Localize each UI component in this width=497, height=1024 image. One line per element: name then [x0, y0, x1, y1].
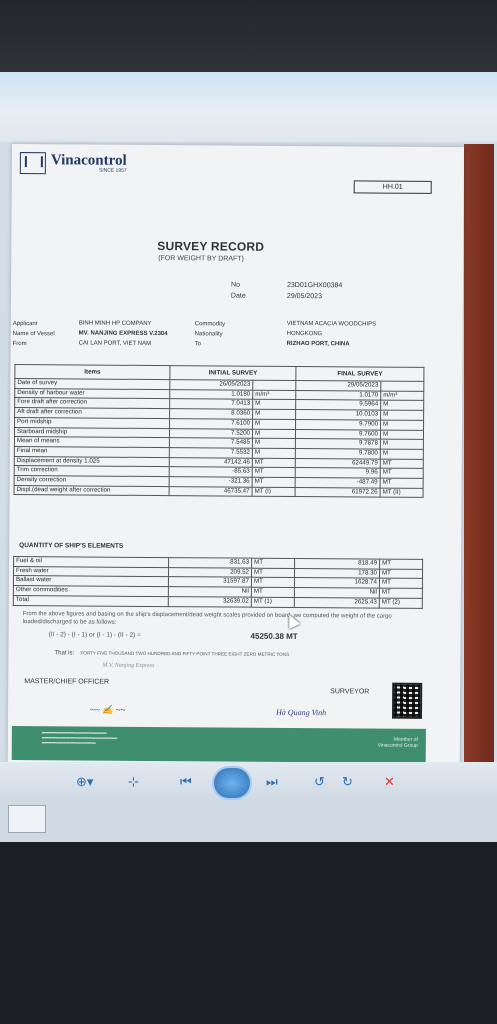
row-final-unit: M	[380, 430, 423, 440]
row-final-unit: M	[380, 449, 423, 459]
previous-icon[interactable]: ⏮	[180, 774, 192, 789]
row-initial-unit: MT (1)	[251, 597, 294, 607]
row-initial-value: 7.0413	[170, 399, 253, 409]
row-final-value: 9.7600	[295, 429, 380, 439]
document-footer	[12, 726, 426, 763]
row-final-unit: M	[381, 400, 424, 410]
quantity-title: QUANTITY OF SHIP'S ELEMENTS	[19, 542, 124, 550]
row-initial-unit: M	[253, 419, 296, 429]
row-initial-value: -321.36	[169, 477, 252, 487]
no-label: No	[230, 281, 240, 289]
row-final-unit: M	[381, 410, 424, 420]
row-item: Date of survey	[15, 379, 170, 390]
company-since: SINCE 1957	[98, 167, 127, 174]
row-final-value: 178.30	[294, 568, 379, 578]
monitor-bezel	[0, 0, 497, 72]
row-final-value: 10.0103	[296, 410, 381, 420]
company-name: Vinacontrol	[50, 152, 127, 169]
survey-table	[14, 364, 425, 498]
computation-statement: From the above figures and basing on the ship's displacement/dead weight scales provided on board, we computed the weight of the cargo loaded/discharged to be as follows:	[22, 611, 392, 626]
row-item: Trim correction	[14, 466, 169, 477]
row-final-value: 61972.26	[295, 487, 380, 497]
row-initial-unit: MT	[252, 477, 295, 487]
words-label: That is:	[54, 650, 75, 657]
slideshow-button[interactable]	[212, 766, 252, 800]
row-final-value: 1628.74	[294, 578, 379, 588]
to-value: RIZHAO PORT, CHINA	[286, 340, 350, 348]
date-value: 29/05/2023	[286, 292, 323, 301]
row-final-value: -487.49	[295, 478, 380, 488]
row-initial-value: Nil	[168, 587, 251, 597]
row-final-unit: MT	[380, 459, 423, 469]
row-final-unit: MT (2)	[379, 598, 422, 608]
date-label: Date	[230, 292, 246, 300]
row-final-unit: M	[380, 439, 423, 449]
to-label: To	[194, 341, 201, 348]
row-final-value: 818.49	[295, 558, 380, 568]
row-initial-value: 46735.47	[169, 486, 252, 496]
header-items: Items	[15, 365, 170, 380]
row-initial-value: 7.5200	[169, 428, 252, 438]
quantity-table	[13, 556, 423, 608]
row-initial-value: 831.63	[169, 558, 252, 568]
rotate-right-icon[interactable]: ↻	[342, 774, 353, 789]
survey-document	[8, 144, 464, 767]
row-final-value: 1.0170	[296, 390, 381, 400]
row-final-unit: MT	[380, 559, 423, 569]
row-initial-unit: M	[252, 438, 295, 448]
row-item: Density of harbour water	[15, 388, 170, 399]
row-initial-value: 7.5485	[169, 438, 252, 448]
surveyor-signature: Hà Quang Vinh	[276, 707, 327, 718]
header-initial: INITIAL SURVEY	[170, 366, 296, 381]
row-initial-value: 209.52	[168, 567, 251, 577]
row-initial-unit: MT	[251, 568, 294, 578]
nationality-value: HONGKONG	[286, 330, 323, 338]
table-row	[13, 595, 422, 608]
row-initial-unit: M	[253, 400, 296, 410]
delete-icon[interactable]: ✕	[384, 774, 395, 789]
row-item: Displ.(dead weight after correction	[14, 485, 169, 496]
row-initial-unit: MT	[252, 458, 295, 468]
vessel-stamp: M.V. Nanjing Express	[102, 662, 155, 670]
row-final-value: 62449.79	[295, 458, 380, 468]
row-item: Total	[13, 595, 168, 606]
row-final-value: 9.7800	[295, 448, 380, 458]
row-initial-unit: MT	[251, 587, 294, 597]
row-item: Port midship	[15, 417, 170, 428]
row-item: Aft draft after correction	[15, 408, 170, 419]
row-item: Density correction	[14, 476, 169, 487]
viewer-title-bar	[0, 72, 497, 112]
document-subtitle: (FOR WEIGHT BY DRAFT)	[158, 255, 244, 263]
row-final-value: 9.5964	[296, 400, 381, 410]
row-item: Displacement at density 1.025	[14, 456, 169, 467]
row-final-value: Nil	[294, 588, 379, 598]
image-viewer-window	[0, 72, 497, 842]
header-final: FINAL SURVEY	[296, 366, 424, 381]
footer-member: Member of Vinacontrol Group	[377, 736, 418, 749]
row-final-unit: M	[381, 420, 424, 430]
row-final-value: 9.7878	[295, 439, 380, 449]
row-final-value: 29/05/2023	[296, 380, 381, 390]
rotate-left-icon[interactable]: ↺	[314, 774, 325, 789]
surveyor-label: SURVEYOR	[330, 688, 370, 696]
row-initial-value: 7.6100	[170, 418, 253, 428]
viewer-menu-bar	[0, 112, 497, 142]
nationality-label: Nationality	[194, 331, 223, 338]
row-final-unit: MT	[380, 478, 423, 488]
from-label: From	[12, 341, 27, 348]
row-final-unit	[381, 381, 424, 391]
form-code: HH.01	[354, 180, 432, 194]
desk-surface	[0, 842, 497, 1024]
master-signature: ~~ ✍ ~~	[90, 704, 126, 715]
row-final-value: 2625.43	[294, 597, 379, 607]
footer-contact: ▬▬▬▬▬▬▬▬▬▬▬▬▬▬▬▬▬▬ ▬▬▬▬▬▬▬▬▬▬▬▬▬▬▬▬▬▬▬▬▬ ▬▬▬▬▬▬▬▬▬▬▬▬▬▬▬	[41, 730, 118, 745]
cargo-weight-result: 45250.38 MT	[250, 631, 298, 642]
row-final-unit: MT	[379, 578, 422, 588]
row-item: Fore draft after correction	[15, 398, 170, 409]
company-logo	[20, 152, 127, 175]
vinacontrol-logo-icon	[20, 152, 46, 174]
row-final-unit: MT	[379, 588, 422, 598]
vessel-value: MV. NANJING EXPRESS V.2304	[78, 330, 168, 338]
row-initial-unit: MT (I)	[252, 487, 295, 497]
row-initial-unit	[253, 380, 296, 390]
row-initial-value: -85.63	[169, 467, 252, 477]
row-item: Starboard midship	[14, 427, 169, 438]
master-label: MASTER/CHIEF OFFICER	[24, 678, 110, 686]
row-initial-unit: M	[252, 448, 295, 458]
row-item: Ballast water	[13, 576, 168, 587]
commodity-value: VIETNAM ACACIA WOODCHIPS	[286, 320, 377, 328]
row-initial-value: 1.0180	[170, 389, 253, 399]
no-value: 23D01GHX00384	[286, 281, 343, 290]
row-item: Other commodities	[13, 586, 168, 597]
viewer-toolbar	[0, 762, 497, 804]
document-title: SURVEY RECORD	[157, 239, 265, 254]
taskbar-thumbnail[interactable]	[8, 805, 46, 833]
fit-to-window-icon[interactable]: ⊹	[128, 774, 139, 789]
row-final-value: 9.7900	[296, 419, 381, 429]
row-final-unit: MT	[380, 468, 423, 478]
row-initial-value: 26/05/2023	[170, 380, 253, 390]
row-item: Final mean	[14, 446, 169, 457]
formula: (II - 2) - (I - 1) or (I - 1) - (II - 2) =	[48, 631, 141, 639]
row-initial-unit: MT	[251, 578, 294, 588]
from-value: CAI LAN PORT, VIET NAM	[78, 340, 152, 347]
row-initial-unit: M	[253, 409, 296, 419]
qr-code-icon	[392, 683, 422, 719]
row-item: Fresh water	[13, 566, 168, 577]
row-final-unit: MT	[379, 569, 422, 579]
row-initial-value: 7.5532	[169, 448, 252, 458]
row-item: Mean of means	[14, 437, 169, 448]
zoom-icon[interactable]: ⊕▾	[76, 774, 94, 789]
row-initial-value: 47142.46	[169, 457, 252, 467]
desk-background	[464, 144, 494, 764]
applicant-value: BINH MINH HP COMPANY	[78, 320, 152, 327]
weight-in-words: FORTY FIVE THOUSAND TWO HUNDRED AND FIFTY POINT THREE EIGHT ZERO METRIC TONS	[80, 650, 290, 657]
row-initial-value: 32639.02	[168, 596, 251, 606]
row-initial-unit: m/m³	[253, 390, 296, 400]
row-initial-unit: M	[252, 429, 295, 439]
row-final-unit: MT (II)	[380, 488, 423, 498]
row-initial-value: 8.0360	[170, 409, 253, 419]
next-icon[interactable]: ⏭	[266, 774, 278, 789]
row-initial-value: 31597.87	[168, 577, 251, 587]
vessel-label: Name of Vessel	[12, 331, 55, 338]
commodity-label: Commodity	[194, 321, 226, 328]
row-final-value: 9.96	[295, 468, 380, 478]
row-initial-unit: MT	[252, 468, 295, 478]
row-final-unit: m/m³	[381, 391, 424, 401]
applicant-label: Applicant	[12, 321, 38, 328]
row-item: Fuel & oil	[14, 557, 169, 568]
row-initial-unit: MT	[252, 558, 295, 568]
